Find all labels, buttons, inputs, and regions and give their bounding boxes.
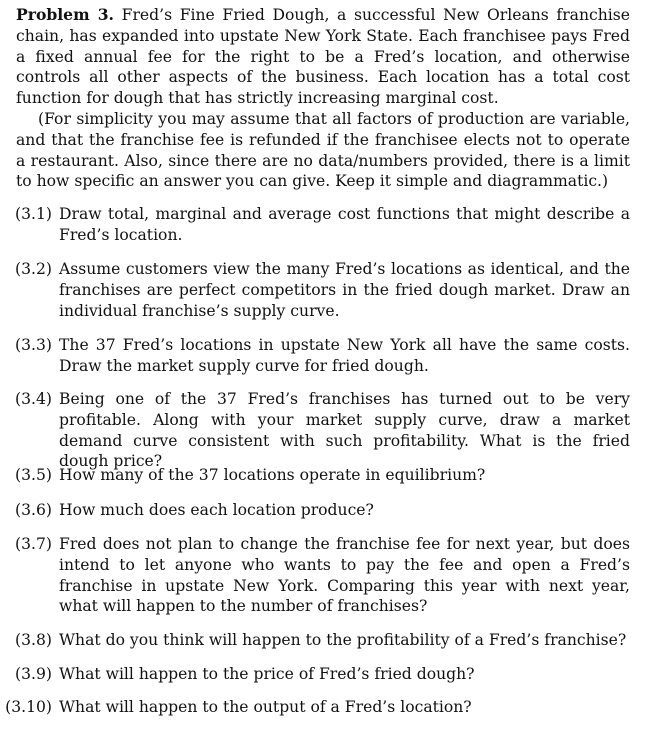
note-paragraph: (For simplicity you may assume that all factors of production are variable, and that the franchise fee is refunded if the franchisee elects not to operate a restaurant. Also, since there are no data/numbers provided, there is a limit to how specific an answer you can give. Keep it simple and diagrammatic.) [16,109,630,191]
question-text: How much does each location produce? [59,501,374,519]
question-number: (3.10) [5,698,52,716]
question-item [5,697,630,718]
question-number: (3.8) [15,631,52,649]
question-number: (3.3) [15,336,52,354]
question-item [15,204,630,246]
question-item [15,389,630,472]
question-item [15,259,630,321]
question-number: (3.7) [15,535,52,553]
question-text: How many of the 37 locations operate in equilibrium? [59,466,486,484]
question-item [15,630,630,651]
question-number: (3.5) [15,466,52,484]
question-text: Assume customers view the many Fred’s locations as identical, and the franchises are perfect competitors in the fried dough market. Draw an individual franchise’s supply curve. [59,260,630,320]
question-number: (3.1) [15,205,52,223]
question-number: (3.4) [15,390,52,408]
question-number: (3.2) [15,260,52,278]
question-text: What will happen to the output of a Fred’s location? [59,698,472,716]
question-text: Fred does not plan to change the franchise fee for next year, but does intend to let anyone who wants to pay the fee and open a Fred’s franchise in upstate New York. Comparing this year with next year, what will happen to the number of franchises? [59,535,630,616]
question-number: (3.9) [15,665,52,683]
question-item [15,335,630,377]
question-text: The 37 Fred’s locations in upstate New York all have the same costs. Draw the market supply curve for fried dough. [59,336,630,375]
question-item [15,534,630,617]
problem-label: Problem 3. [16,5,114,24]
question-text: What do you think will happen to the profitability of a Fred’s franchise? [59,631,627,649]
question-text: What will happen to the price of Fred’s fried dough? [59,665,475,683]
question-text: Draw total, marginal and average cost functions that might describe a Fred’s location. [59,205,630,244]
question-item [15,664,630,685]
intro-text: Fred’s Fine Fried Dough, a successful New Orleans franchise chain, has expanded into upstate New York State. Each franchisee pays Fred a fixed annual fee for the right to be a Fred’s location, and otherwise controls all other aspects of the business. Each location has a total cost function for dough that has strictly increasing marginal cost. [16,6,630,108]
question-item [15,500,630,521]
question-text: Being one of the 37 Fred’s franchises has turned out to be very profitable. Along with your market supply curve, draw a market demand curve consistent with such profitability. What is the fried dough price? [59,390,630,471]
question-number: (3.6) [15,501,52,519]
question-item [15,465,630,486]
